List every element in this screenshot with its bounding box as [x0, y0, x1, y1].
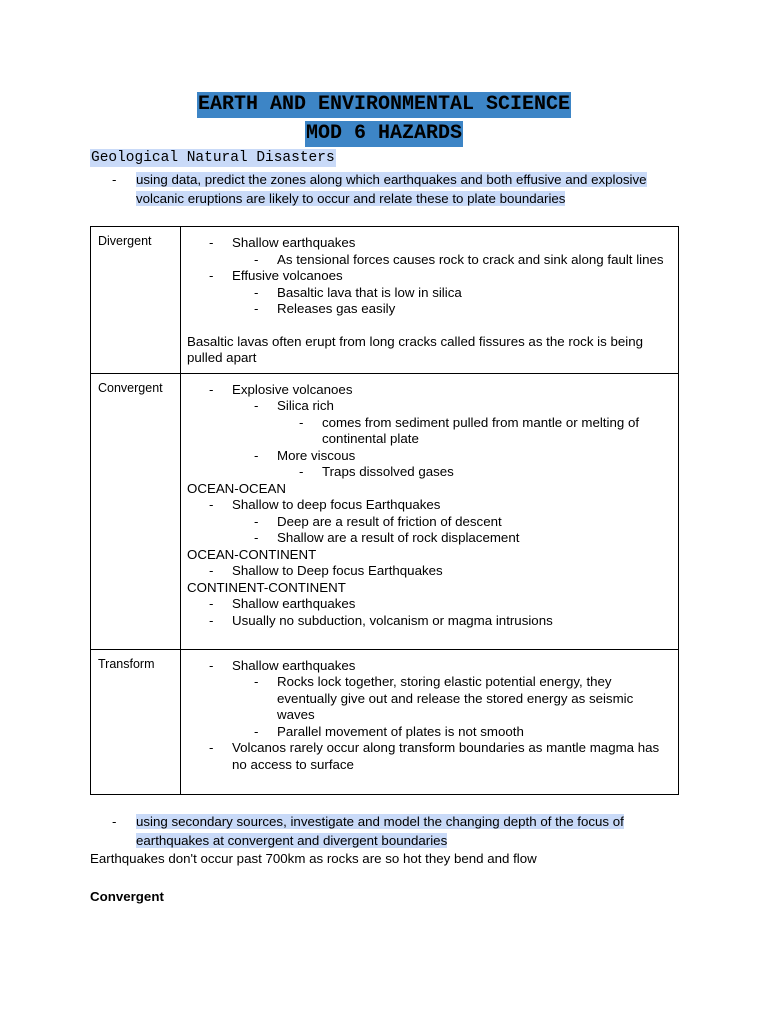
subsection-label: OCEAN-CONTINENT: [187, 546, 317, 562]
row-content-divergent: [181, 227, 679, 374]
list-item: - Volcanos rarely occur along transform boundaries as mantle magma has no access to surface: [209, 740, 660, 772]
list-item: - Parallel movement of plates is not smooth: [254, 723, 524, 739]
document-subtitle: MOD 6 HAZARDS: [305, 122, 463, 145]
second-bullet-line-2: earthquakes at convergent and divergent boundaries: [136, 833, 448, 848]
row-label-divergent: Divergent: [91, 227, 181, 374]
list-item: - Shallow earthquakes: [209, 657, 356, 673]
row-content-transform: [181, 649, 679, 794]
second-bullet-line-1: using secondary sources, investigate and model the changing depth of the focus of: [136, 814, 624, 829]
list-item: - comes from sediment pulled from mantle or melting of continental plate: [299, 414, 640, 446]
subsection-label: OCEAN-OCEAN: [187, 480, 286, 496]
title-line-2-wrap: [0, 121, 768, 147]
list-item: - Traps dissolved gases: [299, 464, 454, 479]
list-item: - Basaltic lava that is low in silica: [254, 284, 462, 300]
list-item: - Effusive volcanoes: [209, 268, 343, 283]
section-heading-convergent: Convergent: [90, 889, 164, 904]
document-title: EARTH AND ENVIRONMENTAL SCIENCE: [197, 93, 571, 116]
plate-boundary-table: [90, 226, 679, 795]
intro-bullet-line-2: volcanic eruptions are likely to occur and relate these to plate boundaries: [136, 191, 566, 206]
title-line-1-wrap: [0, 92, 768, 118]
list-item: - Shallow earthquakes: [209, 235, 356, 250]
section-subheading: Geological Natural Disasters: [91, 150, 335, 166]
row-paragraph: Basaltic lavas often erupt from long cracks called fissures as the rock is being pulled apart: [187, 333, 643, 365]
table-row: [91, 227, 679, 374]
table-row: [91, 649, 679, 794]
row-content-convergent: [181, 373, 679, 649]
list-item: - Shallow earthquakes: [209, 596, 356, 611]
row-label-transform: Transform: [91, 649, 181, 794]
list-item: - Explosive volcanoes: [209, 381, 353, 397]
list-item: - Deep are a result of friction of descent: [254, 513, 502, 529]
list-item: - As tensional forces causes rock to crack and sink along fault lines: [254, 251, 664, 267]
list-item: - Silica rich: [254, 398, 334, 413]
list-item: - Shallow are a result of rock displacement: [254, 530, 520, 545]
subsection-label: CONTINENT-CONTINENT: [187, 579, 346, 595]
list-item: - Releases gas easily: [254, 301, 396, 316]
list-item: - Rocks lock together, storing elastic potential energy, they eventually give out and release the stored energy as seismic waves: [254, 674, 634, 722]
list-item: - More viscous: [254, 447, 356, 463]
bullet-dash: -: [112, 172, 117, 187]
second-bullet-text: [136, 812, 676, 850]
body-paragraph: Earthquakes don't occur past 700km as rocks are so hot they bend and flow: [90, 851, 537, 866]
intro-bullet-line-1: using data, predict the zones along which earthquakes and both effusive and explosive: [136, 172, 647, 187]
list-item: - Usually no subduction, volcanism or magma intrusions: [209, 612, 553, 628]
row-label-convergent: Convergent: [91, 373, 181, 649]
bullet-dash: -: [112, 814, 117, 829]
intro-bullet-text: [136, 170, 676, 208]
list-item: - Shallow to Deep focus Earthquakes: [209, 563, 443, 578]
list-item: - Shallow to deep focus Earthquakes: [209, 497, 441, 512]
table-row: [91, 373, 679, 649]
